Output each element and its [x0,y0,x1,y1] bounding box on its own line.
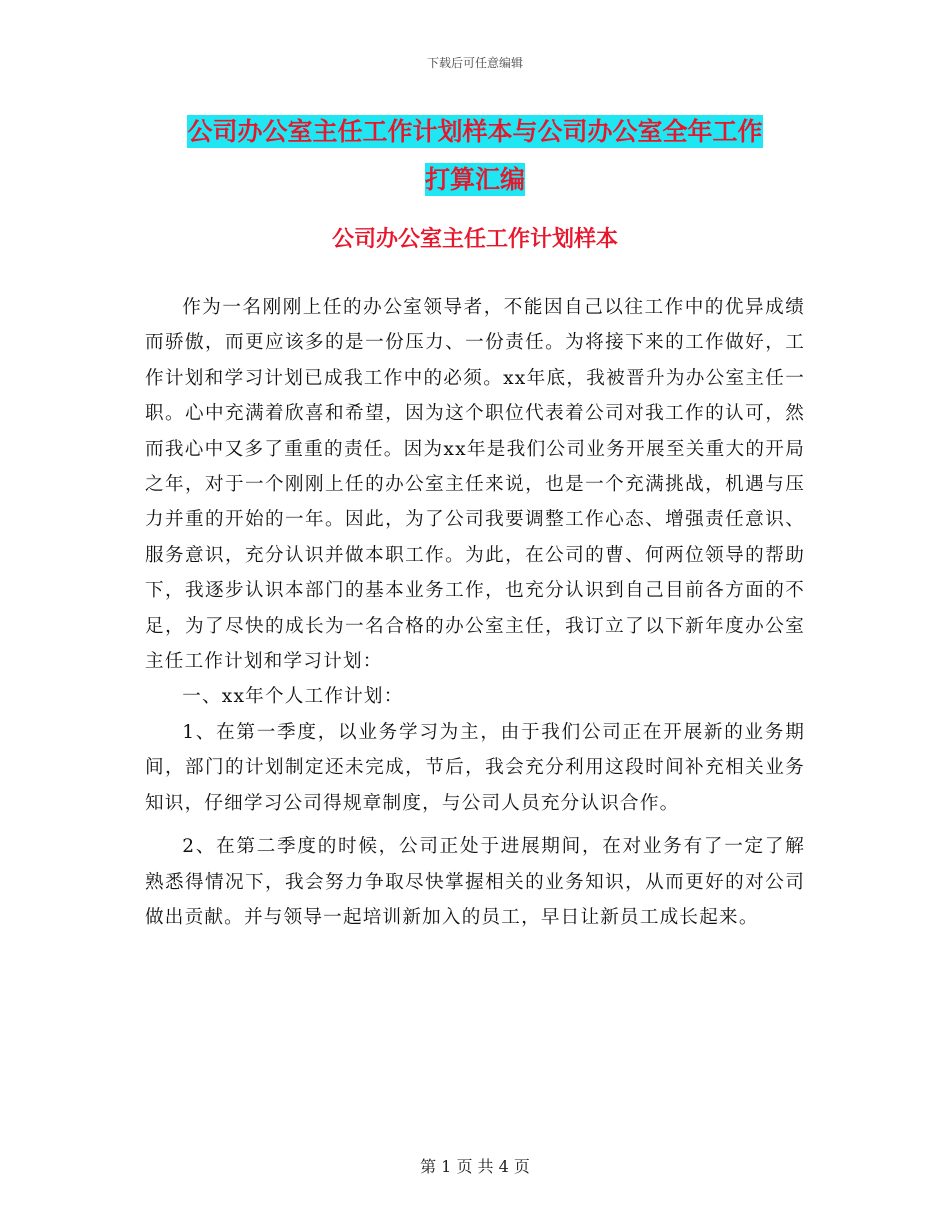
title-line-2: 打算汇编 [424,165,525,194]
paragraph: 2、在第二季度的时候，公司正处于进展期间，在对业务有了一定了解熟悉得情况下，我会努力争取尽快掌握相关的业务知识，从而更好的对公司做出贡献。并与领导一起培训新加入的员工，早日让新员工成长起来。 [145,836,805,928]
body-text [145,290,805,935]
paragraph: 一、xx年个人工作计划： [182,686,404,708]
paragraph: 作为一名刚刚上任的办公室领导者，不能因自己以往工作中的优异成绩而骄傲，而更应该多的是一份压力、一份责任。为将接下来的工作做好，工作计划和学习计划已成我工作中的必须。xx年底，我被晋升为办公室主任一职。心中充满着欣喜和希望，因为这个职位代表着公司对我工作的认可，然而我心中又多了重重的责任。因为xx年是我们公司业务开展至关重大的开局之年，对于一个刚刚上任的办公室主任来说，也是一个充满挑战，机遇与压力并重的开始的一年。因此，为了公司我要调整工作心态、增强责任意识、服务意识，充分认识并做本职工作。为此，在公司的曹、何两位领导的帮助下，我逐步认识本部门的基本业务工作，也充分认识到自己目前各方面的不足，为了尽快的成长为一名合格的办公室主任，我订立了以下新年度办公室主任工作计划和学习计划： [145,297,805,673]
page-footer: 第 1 页 共 4 页 [420,1157,530,1176]
title-line-1: 公司办公室主任工作计划样本与公司办公室全年工作 [187,117,763,146]
section-title: 公司办公室主任工作计划样本 [331,227,618,252]
header-note: 下载后可任意编辑 [426,56,523,70]
document-title [140,108,810,204]
paragraph: 1、在第一季度，以业务学习为主，由于我们公司正在开展新的业务期间，部门的计划制定还未完成，节后，我会充分利用这段时间补充相关业务知识，仔细学习公司得规章制度，与公司人员充分认识合作。 [145,721,805,814]
